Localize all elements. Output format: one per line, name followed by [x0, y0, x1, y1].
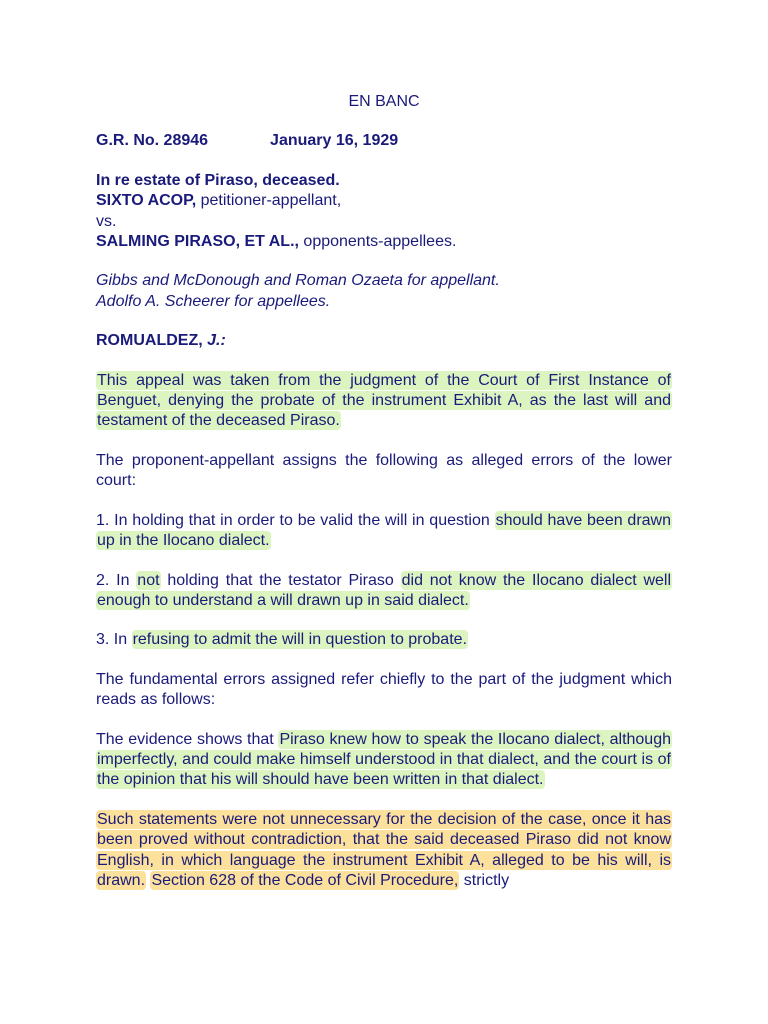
- highlighted-text: did not know the Ilocano dialect well enough to understand a will drawn up in said dialect.: [97, 571, 672, 609]
- opponent-name: SALMING PIRASO, ET AL.,: [96, 233, 299, 251]
- highlighted-text: Piraso knew how to speak the Ilocano dialect, although imperfectly, and could make himself understood in that dialect, and the court is of the opinion that his will should have been written in that dialect.: [97, 730, 672, 789]
- ponente-name: ROMUALDEZ,: [96, 332, 208, 350]
- court-division: EN BANC: [348, 93, 420, 110]
- ponente-title: J.:: [207, 332, 226, 350]
- highlighted-text: Section 628 of the Code of Civil Procedure,: [151, 871, 459, 889]
- case-caption: [96, 171, 672, 253]
- versus: vs.: [96, 212, 117, 230]
- highlighted-text: not: [137, 571, 160, 589]
- paragraph-p2: [96, 451, 672, 492]
- paragraph-text: strictly: [459, 871, 510, 889]
- case-title: In re estate of Piraso, deceased.: [96, 171, 340, 189]
- decision-date: January 16, 1929: [270, 132, 399, 150]
- opponent-role: opponents-appellees.: [298, 233, 457, 251]
- paragraph-p8: [96, 810, 672, 892]
- paragraph-text: 2. In: [96, 571, 137, 589]
- petitioner-name: SIXTO ACOP,: [96, 192, 197, 210]
- decision-body: [96, 371, 672, 892]
- highlighted-text: refusing to admit the will in question to probate.: [132, 631, 467, 649]
- paragraph-p3: [96, 511, 672, 552]
- paragraph-p5: [96, 630, 672, 650]
- paragraph-text: 1. In holding that in order to be valid the will in question: [96, 511, 495, 529]
- paragraph-text: holding that the testator Piraso: [160, 571, 401, 589]
- petitioner-role: petitioner-appellant,: [196, 192, 342, 210]
- counsel-appellant: Gibbs and McDonough and Roman Ozaeta for appellant.: [96, 272, 500, 290]
- highlighted-text: should have been drawn up in the Ilocano dialect.: [97, 511, 671, 550]
- gr-number: G.R. No. 28946: [96, 132, 209, 150]
- counsel-appellees: Adolfo A. Scheerer for appellees.: [96, 292, 331, 310]
- paragraph-p7: [96, 730, 672, 791]
- ponente: [96, 331, 672, 351]
- paragraph-text: 3. In: [96, 631, 132, 649]
- petitioner-line: [96, 191, 672, 211]
- paragraph-p1: [96, 371, 672, 432]
- paragraph-p4: [96, 571, 672, 612]
- highlighted-text: Such statements were not unnecessary for the decision of the case, once it has been proved without contradiction, that the said deceased Piraso did not know English, in which language the instrument Exhibit A, alleged to be his will, is drawn.: [97, 810, 671, 889]
- opponent-line: [96, 232, 672, 252]
- counsel-block: [96, 271, 672, 312]
- case-number-line: [96, 131, 672, 151]
- paragraph-text: The proponent-appellant assigns the following as alleged errors of the lower court:: [96, 451, 672, 490]
- highlighted-text: This appeal was taken from the judgment of the Court of First Instance of Benguet, denying the probate of the instrument Exhibit A, as the last will and testament of the deceased Piraso.: [97, 371, 671, 430]
- paragraph-p6: [96, 670, 672, 711]
- paragraph-text: The fundamental errors assigned refer chiefly to the part of the judgment which reads as follows:: [96, 670, 672, 709]
- paragraph-text: The evidence shows that: [96, 730, 279, 748]
